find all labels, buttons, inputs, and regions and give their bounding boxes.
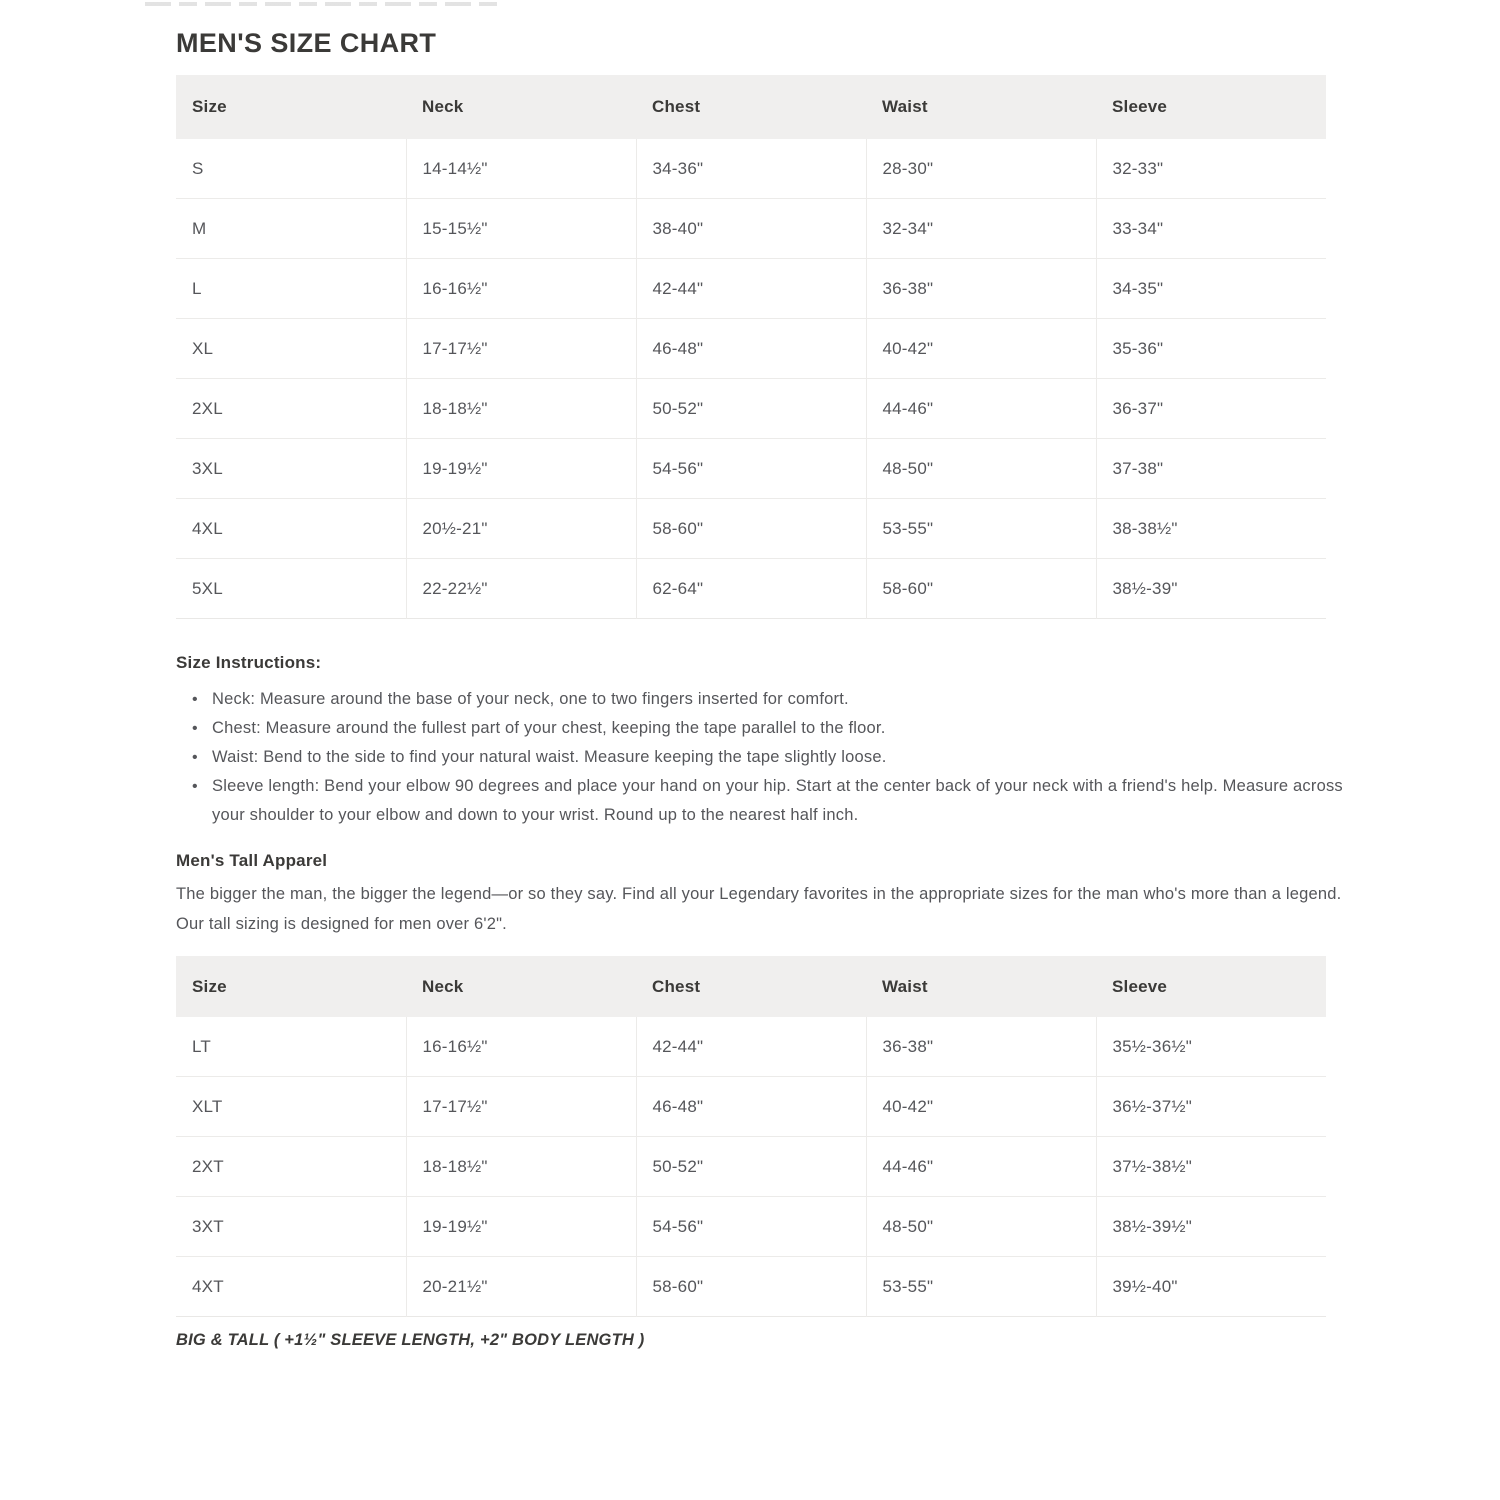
column-header-neck: Neck <box>406 956 636 1017</box>
tall-apparel-paragraph: The bigger the man, the bigger the legend—or so they say. Find all your Legendary favorites in the appropriate sizes for the man who's more than a legend. Our tall sizing is designed for men over 6'2". <box>176 885 1342 933</box>
table-row <box>176 1017 1326 1077</box>
instruction-item: • Neck: Measure around the base of your neck, one to two fingers inserted for comfort. <box>176 685 1346 714</box>
tall-apparel-heading: Men's Tall Apparel <box>176 851 328 870</box>
size-label-cell: M <box>176 199 406 259</box>
measurement-cell: 36-38" <box>866 259 1096 319</box>
table-header-row <box>176 956 1326 1017</box>
measurement-cell: 58-60" <box>636 1257 866 1317</box>
size-label-cell: S <box>176 139 406 199</box>
measurement-cell: 17-17½" <box>406 319 636 379</box>
column-header-chest: Chest <box>636 956 866 1017</box>
size-instructions-list <box>176 685 1346 830</box>
measurement-cell: 18-18½" <box>406 379 636 439</box>
column-header-size: Size <box>176 75 406 139</box>
measurement-cell: 46-48" <box>636 319 866 379</box>
column-header-sleeve: Sleeve <box>1096 75 1326 139</box>
measurement-cell: 38½-39½" <box>1096 1197 1326 1257</box>
measurement-cell: 53-55" <box>866 499 1096 559</box>
column-header-sleeve: Sleeve <box>1096 956 1326 1017</box>
measurement-cell: 18-18½" <box>406 1137 636 1197</box>
page-title: MEN'S SIZE CHART <box>176 28 437 58</box>
size-label-cell: 5XL <box>176 559 406 619</box>
column-header-neck: Neck <box>406 75 636 139</box>
table-row <box>176 319 1326 379</box>
measurement-cell: 44-46" <box>866 1137 1096 1197</box>
size-label-cell: 2XL <box>176 379 406 439</box>
measurement-cell: 39½-40" <box>1096 1257 1326 1317</box>
measurement-cell: 48-50" <box>866 439 1096 499</box>
size-label-cell: 4XL <box>176 499 406 559</box>
measurement-cell: 36-37" <box>1096 379 1326 439</box>
column-header-waist: Waist <box>866 75 1096 139</box>
measurement-cell: 34-35" <box>1096 259 1326 319</box>
size-label-cell: LT <box>176 1017 406 1077</box>
table-row <box>176 1197 1326 1257</box>
table-row <box>176 139 1326 199</box>
table-row <box>176 379 1326 439</box>
measurement-cell: 46-48" <box>636 1077 866 1137</box>
measurement-cell: 37-38" <box>1096 439 1326 499</box>
size-instructions-section <box>176 653 1346 830</box>
size-label-cell: XL <box>176 319 406 379</box>
table-header-row <box>176 75 1326 139</box>
table-row <box>176 499 1326 559</box>
measurement-cell: 42-44" <box>636 259 866 319</box>
measurement-cell: 40-42" <box>866 1077 1096 1137</box>
size-instructions-heading: Size Instructions: <box>176 653 322 672</box>
measurement-cell: 62-64" <box>636 559 866 619</box>
measurement-cell: 40-42" <box>866 319 1096 379</box>
measurement-cell: 36-38" <box>866 1017 1096 1077</box>
measurement-cell: 38-38½" <box>1096 499 1326 559</box>
measurement-cell: 35-36" <box>1096 319 1326 379</box>
measurement-cell: 22-22½" <box>406 559 636 619</box>
measurement-cell: 17-17½" <box>406 1077 636 1137</box>
column-header-chest: Chest <box>636 75 866 139</box>
tall-apparel-section <box>176 851 1346 939</box>
measurement-cell: 20-21½" <box>406 1257 636 1317</box>
measurement-cell: 37½-38½" <box>1096 1137 1326 1197</box>
measurement-cell: 42-44" <box>636 1017 866 1077</box>
size-label-cell: 4XT <box>176 1257 406 1317</box>
measurement-cell: 16-16½" <box>406 1017 636 1077</box>
measurement-cell: 38½-39" <box>1096 559 1326 619</box>
measurement-cell: 44-46" <box>866 379 1096 439</box>
measurement-cell: 36½-37½" <box>1096 1077 1326 1137</box>
measurement-cell: 15-15½" <box>406 199 636 259</box>
measurement-cell: 35½-36½" <box>1096 1017 1326 1077</box>
measurement-cell: 50-52" <box>636 1137 866 1197</box>
table-row <box>176 1257 1326 1317</box>
size-label-cell: XLT <box>176 1077 406 1137</box>
measurement-cell: 50-52" <box>636 379 866 439</box>
measurement-cell: 54-56" <box>636 1197 866 1257</box>
measurement-cell: 33-34" <box>1096 199 1326 259</box>
measurement-cell: 58-60" <box>866 559 1096 619</box>
mens-size-table <box>176 75 1326 619</box>
measurement-cell: 38-40" <box>636 199 866 259</box>
size-label-cell: 3XT <box>176 1197 406 1257</box>
measurement-cell: 32-34" <box>866 199 1096 259</box>
size-label-cell: L <box>176 259 406 319</box>
measurement-cell: 54-56" <box>636 439 866 499</box>
measurement-cell: 34-36" <box>636 139 866 199</box>
instruction-item: • Chest: Measure around the fullest part of your chest, keeping the tape parallel to the floor. <box>176 714 1346 743</box>
measurement-cell: 28-30" <box>866 139 1096 199</box>
big-tall-footnote: BIG & TALL ( +1½" SLEEVE LENGTH, +2" BODY LENGTH ) <box>176 1331 645 1349</box>
table-row <box>176 439 1326 499</box>
measurement-cell: 32-33" <box>1096 139 1326 199</box>
table-row <box>176 1137 1326 1197</box>
measurement-cell: 14-14½" <box>406 139 636 199</box>
measurement-cell: 58-60" <box>636 499 866 559</box>
instruction-item: • Waist: Bend to the side to find your natural waist. Measure keeping the tape slightly loose. <box>176 743 1346 772</box>
table-row <box>176 199 1326 259</box>
size-label-cell: 2XT <box>176 1137 406 1197</box>
mens-tall-size-table <box>176 956 1326 1317</box>
measurement-cell: 48-50" <box>866 1197 1096 1257</box>
table-row <box>176 259 1326 319</box>
column-header-waist: Waist <box>866 956 1096 1017</box>
measurement-cell: 20½-21" <box>406 499 636 559</box>
cropped-top-text-artifact <box>145 0 505 6</box>
column-header-size: Size <box>176 956 406 1017</box>
size-label-cell: 3XL <box>176 439 406 499</box>
table-row <box>176 559 1326 619</box>
table-row <box>176 1077 1326 1137</box>
measurement-cell: 53-55" <box>866 1257 1096 1317</box>
measurement-cell: 16-16½" <box>406 259 636 319</box>
instruction-item: • Sleeve length: Bend your elbow 90 degrees and place your hand on your hip. Start at the center back of your neck with a friend's help. Measure across your shoulder to your elbow and down to your wrist. Round up to the nearest half inch. <box>176 772 1346 830</box>
measurement-cell: 19-19½" <box>406 439 636 499</box>
measurement-cell: 19-19½" <box>406 1197 636 1257</box>
